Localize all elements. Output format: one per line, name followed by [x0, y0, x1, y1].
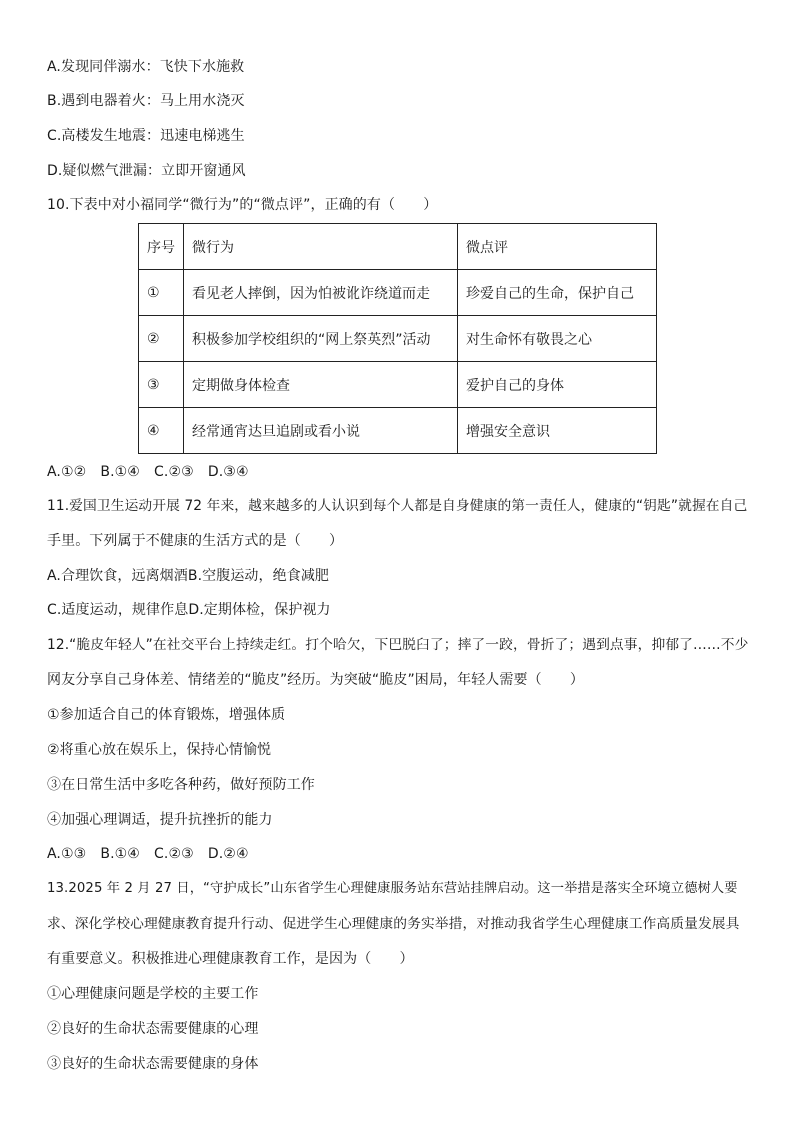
q11-stem-line-1: 11.爱国卫生运动开展 72 年来，越来越多的人认识到每个人都是自身健康的第一责任人，健康的“钥匙”就握在自己: [47, 498, 748, 514]
table-cell: ③: [139, 362, 184, 408]
table-row: [139, 408, 657, 454]
table-cell: 定期做身体检查: [184, 362, 458, 408]
q11-options-line-1: A.合理饮食，远离烟酒B.空腹运动，绝食减肥: [47, 568, 330, 584]
table-header-cell: 微点评: [458, 224, 657, 270]
q13-item-1: ①心理健康问题是学校的主要工作: [47, 986, 259, 1002]
table-row: [139, 316, 657, 362]
q12-item-2: ②将重心放在娱乐上，保持心情愉悦: [47, 742, 272, 758]
q11-stem-line-2: 手里。下列属于不健康的生活方式的是（ ）: [47, 533, 344, 549]
q9-option-a: A.发现同伴溺水：飞快下水施救: [47, 59, 245, 75]
table-cell: ①: [139, 270, 184, 316]
table-header-cell: 微行为: [184, 224, 458, 270]
q12-item-3: ③在日常生活中多吃各种药，做好预防工作: [47, 777, 315, 793]
q12-item-4: ④加强心理调适，提升抗挫折的能力: [47, 812, 273, 828]
q12-options: A.①③ B.①④ C.②③ D.②④: [47, 846, 249, 862]
table-header-row: [139, 224, 657, 270]
table-cell: 积极参加学校组织的“网上祭英烈”活动: [184, 316, 458, 362]
table-cell: ②: [139, 316, 184, 362]
table-header-cell: 序号: [139, 224, 184, 270]
q13-stem-line-2: 求、深化学校心理健康教育提升行动、促进学生心理健康的务实举措，对推动我省学生心理健康工作高质量发展具: [47, 916, 740, 932]
table-cell: 珍爱自己的生命，保护自己: [458, 270, 657, 316]
table-cell: 看见老人摔倒，因为怕被讹诈绕道而走: [184, 270, 458, 316]
q9-option-b: B.遇到电器着火：马上用水浇灭: [47, 93, 245, 109]
q10-stem: 10.下表中对小福同学“微行为”的“微点评”，正确的有（ ）: [47, 197, 438, 213]
table-cell: ④: [139, 408, 184, 454]
q13-stem-line-3: 有重要意义。积极推进心理健康教育工作，是因为（ ）: [47, 951, 414, 967]
q13-stem-line-1: 13.2025 年 2 月 27 日，“守护成长”山东省学生心理健康服务站东营站挂牌启动。这一举措是落实全环境立德树人要: [47, 881, 738, 896]
table-cell: 对生命怀有敬畏之心: [458, 316, 657, 362]
q12-stem-line-2: 网友分享自己身体差、情绪差的“脆皮”经历。为突破“脆皮”困局，年轻人需要（ ）: [47, 672, 585, 688]
q12-stem-line-1: 12.“脆皮年轻人”在社交平台上持续走红。打个哈欠，下巴脱臼了；摔了一跤，骨折了；遇到点事，抑郁了……不少: [47, 637, 749, 653]
table-cell: 增强安全意识: [458, 408, 657, 454]
q9-option-d: D.疑似燃气泄漏：立即开窗通风: [47, 163, 246, 179]
table-cell: 经常通宵达旦追剧或看小说: [184, 408, 458, 454]
q11-options-line-2: C.适度运动，规律作息D.定期体检，保护视力: [47, 602, 331, 618]
q10-table: [138, 223, 657, 454]
table-cell: 爱护自己的身体: [458, 362, 657, 408]
q13-item-3: ③良好的生命状态需要健康的身体: [47, 1056, 259, 1072]
table-row: [139, 362, 657, 408]
table-row: [139, 270, 657, 316]
q9-option-c: C.高楼发生地震：迅速电梯逃生: [47, 128, 245, 144]
q10-options: A.①② B.①④ C.②③ D.③④: [47, 464, 249, 480]
q13-item-2: ②良好的生命状态需要健康的心理: [47, 1021, 259, 1037]
q12-item-1: ①参加适合自己的体育锻炼，增强体质: [47, 707, 286, 723]
